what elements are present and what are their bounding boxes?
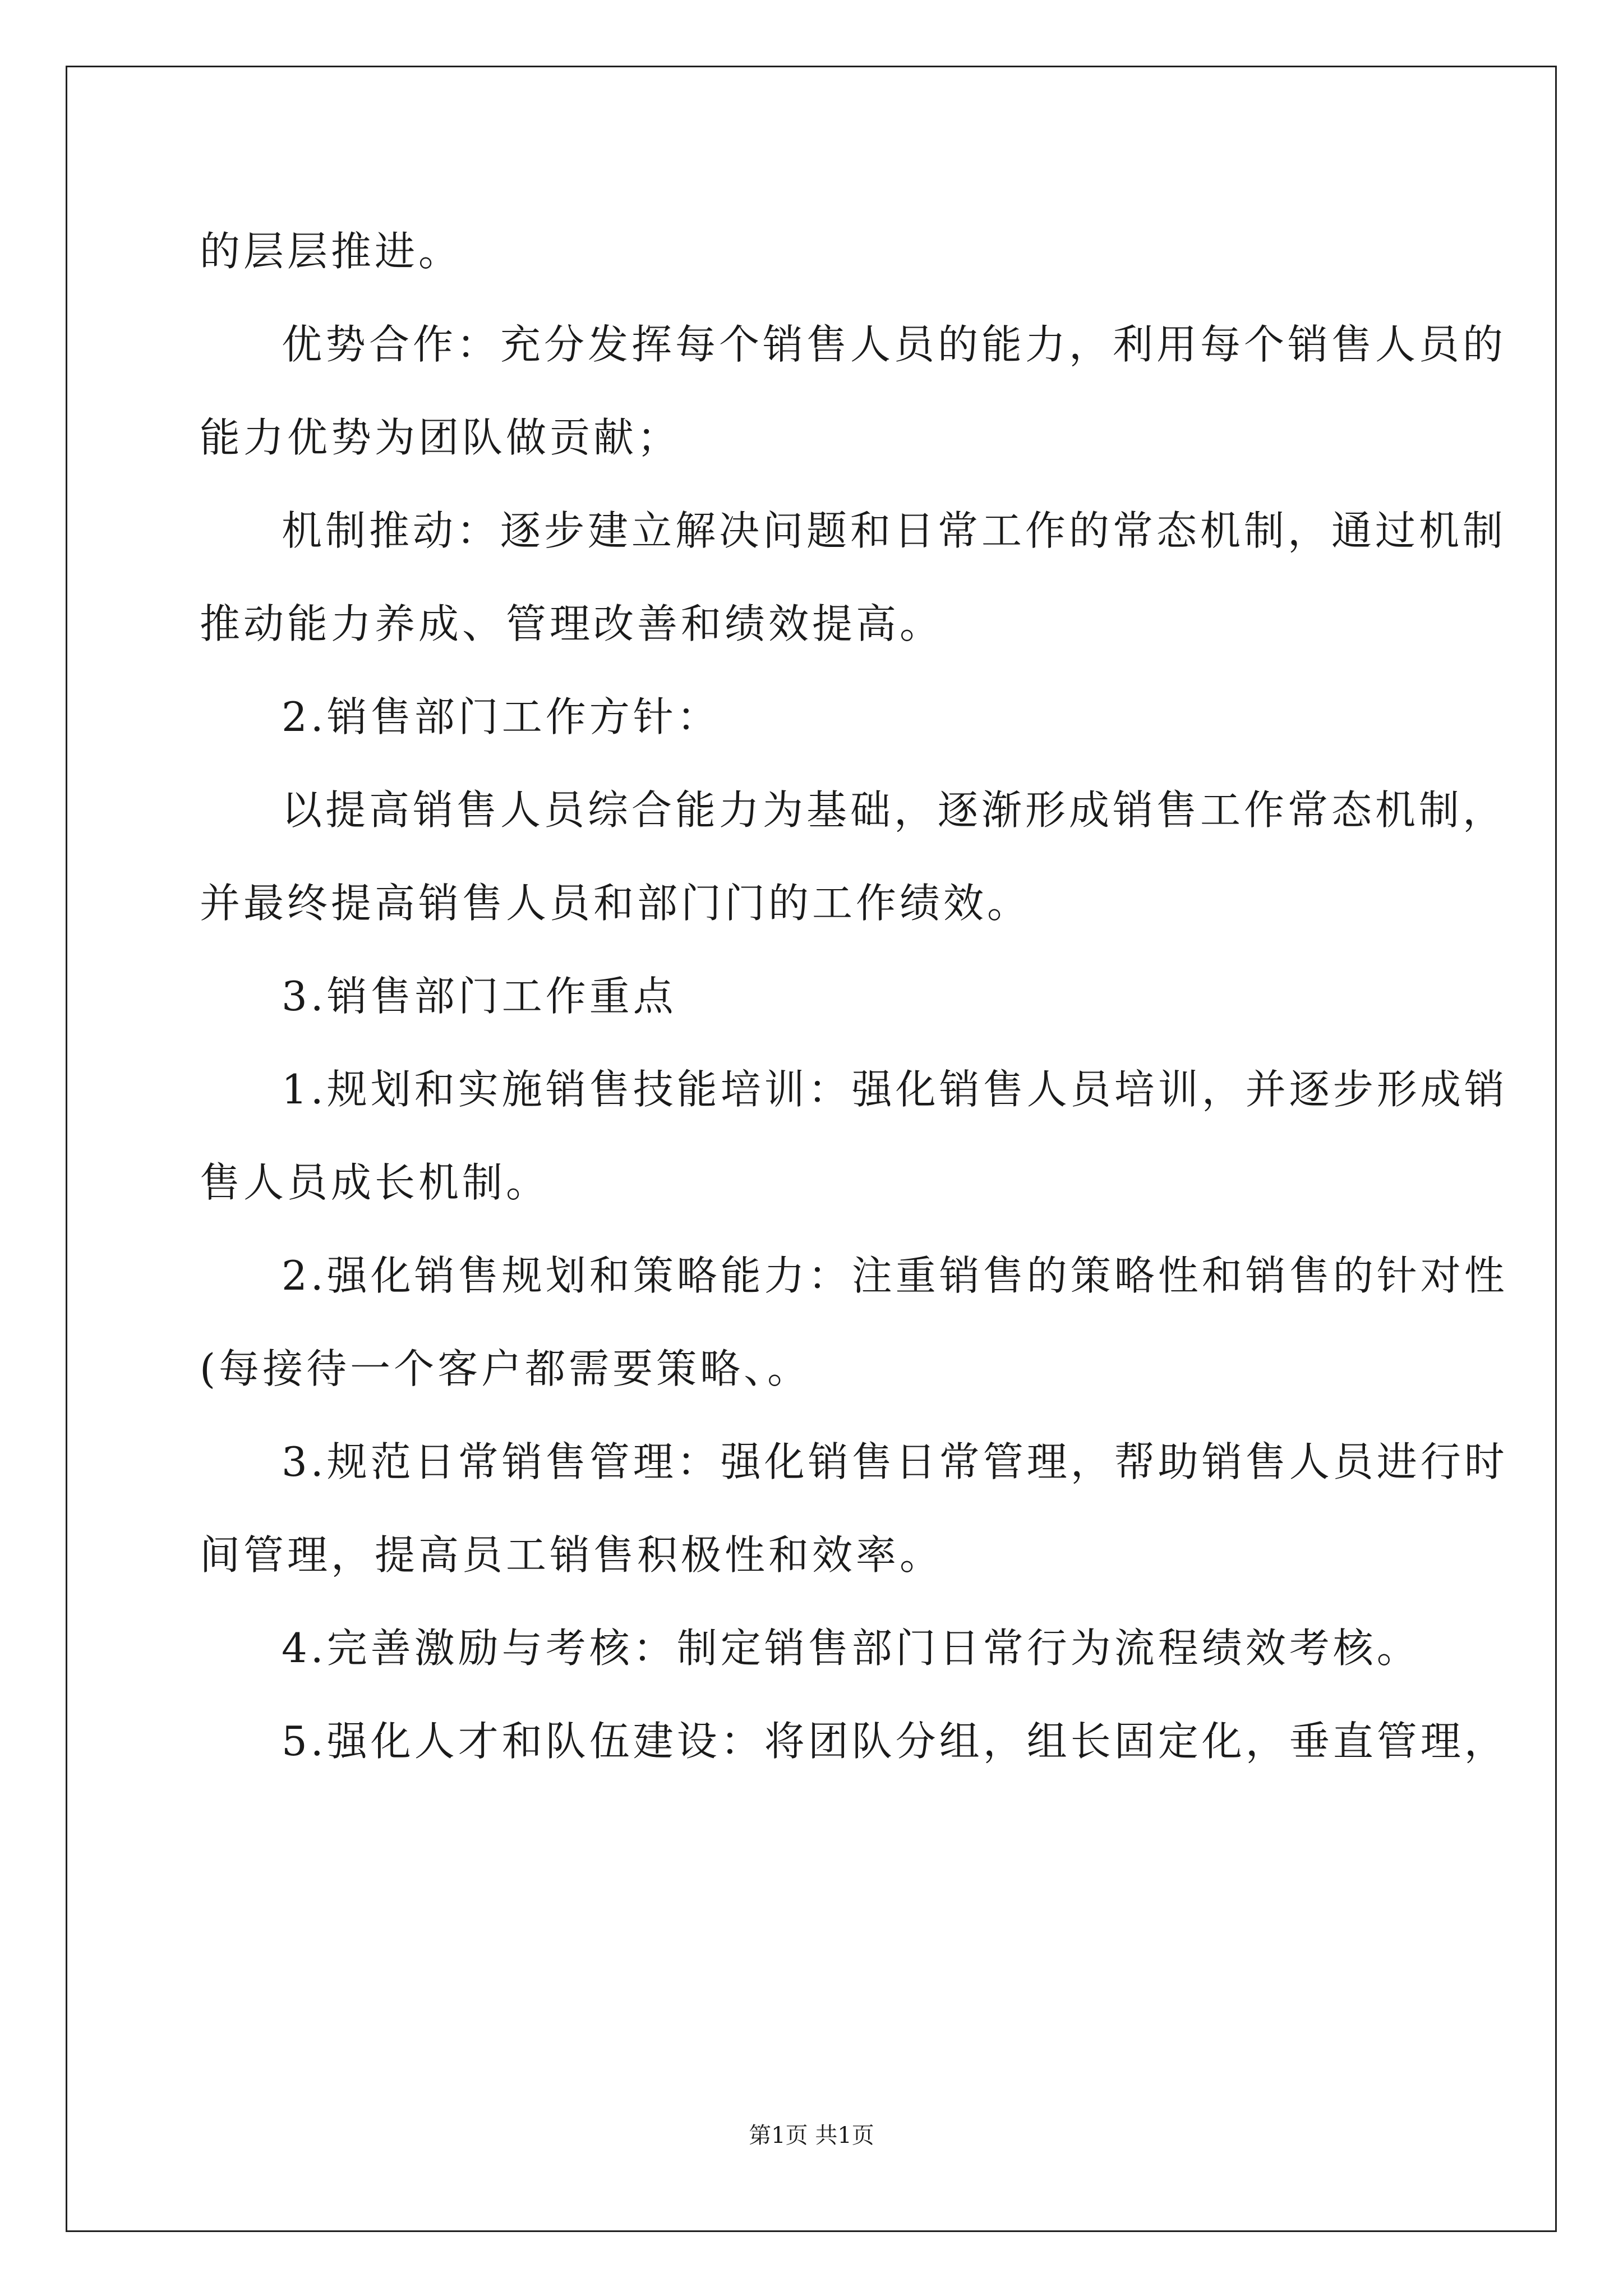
text-line: 5.强化人才和队伍建设：将团队分组，组长固定化，垂直管理， xyxy=(282,1718,1508,1765)
section-heading: 2.销售部门工作方针： xyxy=(282,693,721,740)
page-border xyxy=(66,66,1557,2232)
text-line: 间管理，提高员工销售积极性和效率。 xyxy=(200,1531,944,1579)
text-line: 机制推动：逐步建立解决问题和日常工作的常态机制，通过机制 xyxy=(282,507,1507,554)
text-line: 优势合作：充分发挥每个销售人员的能力，利用每个销售人员的 xyxy=(282,321,1507,368)
section-heading: 3.销售部门工作重点 xyxy=(282,973,677,1020)
text-line: 2.强化销售规划和策略能力：注重销售的策略性和销售的针对性 xyxy=(282,1252,1508,1299)
text-line: 1.规划和实施销售技能培训：强化销售人员培训，并逐步形成销 xyxy=(282,1066,1508,1113)
text-line: 以提高销售人员综合能力为基础，逐渐形成销售工作常态机制， xyxy=(282,786,1507,834)
text-line: 3.规范日常销售管理：强化销售日常管理，帮助销售人员进行时 xyxy=(282,1438,1508,1485)
text-line: 4.完善激励与考核：制定销售部门日常行为流程绩效考核。 xyxy=(282,1625,1421,1672)
text-line: 售人员成长机制。 xyxy=(200,1159,550,1206)
text-line: 并最终提高销售人员和部门门的工作绩效。 xyxy=(200,880,1031,927)
text-line: 能力优势为团队做贡献； xyxy=(200,414,681,461)
page-number-footer: 第1页 共1页 xyxy=(749,2123,874,2148)
text-line: 的层层推进。 xyxy=(200,228,463,275)
text-line: (每接待一个客户都需要策略、。 xyxy=(200,1345,811,1392)
text-line: 推动能力养成、管理改善和绩效提高。 xyxy=(200,600,944,647)
